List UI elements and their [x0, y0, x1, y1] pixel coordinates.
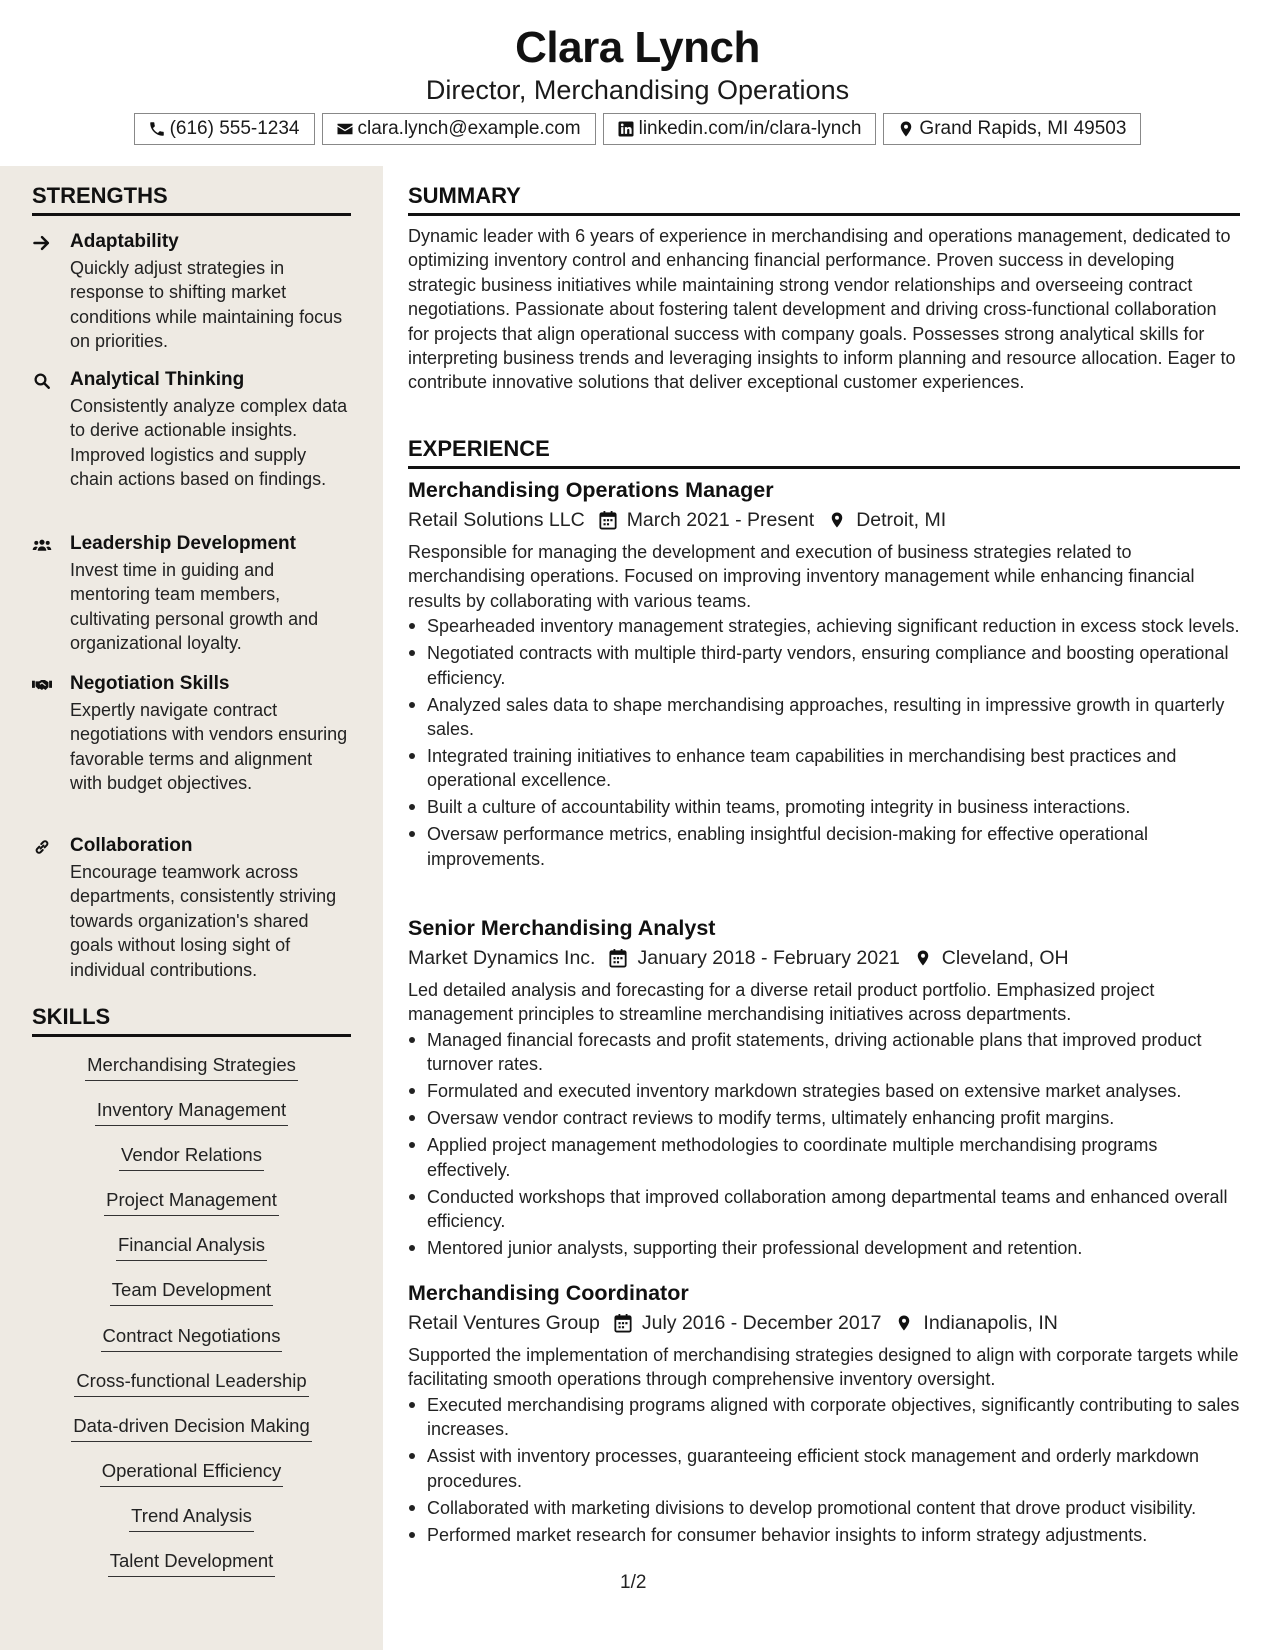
bullet-item: Integrated training initiatives to enhance team capabilities in merchandising best practices and operational excellence.: [408, 744, 1240, 793]
job-location: Indianapolis, IN: [923, 1312, 1058, 1334]
skill-item: [32, 1460, 351, 1487]
handshake-icon: [32, 675, 56, 695]
contact-phone-text: (616) 555-1234: [169, 118, 300, 139]
job-bullets: [408, 614, 1240, 871]
bullet-item: Executed merchandising programs aligned with corporate objectives, significantly contributing to sales increases.: [408, 1393, 1240, 1442]
bullet-item: Built a culture of accountability within teams, promoting integrity in business interactions.: [408, 795, 1240, 819]
candidate-name: Clara Lynch: [515, 23, 760, 72]
skill-item: [32, 1054, 351, 1081]
strength-title: Negotiation Skills: [70, 673, 230, 694]
calendar-icon: [612, 1312, 634, 1334]
skill-label: Merchandising Strategies: [85, 1054, 298, 1081]
skill-item: [32, 1144, 351, 1171]
skill-label: Cross-functional Leadership: [74, 1370, 308, 1397]
skill-item: [32, 1234, 351, 1261]
map-pin-icon: [893, 1312, 915, 1334]
bullet-item: Performed market research for consumer behavior insights to inform strategy adjustments.: [408, 1523, 1240, 1547]
job-description: Supported the implementation of merchandising strategies designed to align with corporate targets while facilitating smooth operations through comprehensive inventory oversight.: [408, 1345, 1239, 1390]
job-company: Market Dynamics Inc.: [408, 947, 596, 969]
skills-heading: SKILLS: [32, 1004, 351, 1037]
job-meta: [408, 944, 1240, 972]
contact-linkedin[interactable]: [603, 113, 877, 145]
bullet-item: Applied project management methodologies to coordinate multiple merchandising programs effectively.: [408, 1133, 1240, 1182]
strength-description: Quickly adjust strategies in response to shifting market conditions while maintaining focus on priorities.: [70, 258, 343, 352]
job-location: Detroit, MI: [856, 509, 947, 531]
resume-header: [0, 0, 1275, 166]
job-bullets: [408, 1393, 1240, 1547]
people-group-icon: [32, 535, 56, 555]
job-company: Retail Solutions LLC: [408, 509, 585, 531]
skill-label: Trend Analysis: [129, 1505, 254, 1532]
magnifier-icon: [32, 371, 56, 391]
summary-text: Dynamic leader with 6 years of experience in merchandising and operations management, dedicated to optimizing inventory control and enhancing financial performance. Proven success in developing strategic business initiatives while maintaining strong vendor relationships and overseeing contract negotiations. Passionate about fostering talent development and driving cross-functional collaboration for projects that align operational success with company goals. Possesses strong analytical skills for interpreting business trends and leveraging insights to inform planning and resource allocation. Eager to contribute innovative solutions that deliver exceptional customer experiences.: [408, 226, 1236, 393]
skill-label: Operational Efficiency: [100, 1460, 284, 1487]
contact-location: [883, 113, 1141, 145]
contact-location-text: Grand Rapids, MI 49503: [919, 118, 1127, 139]
skill-item: [32, 1505, 351, 1532]
skill-item: [32, 1550, 351, 1577]
summary-heading: SUMMARY: [408, 183, 1240, 216]
strength-description: Consistently analyze complex data to derive actionable insights. Improved logistics and supply chain actions based on findings.: [70, 396, 348, 490]
strengths-heading: STRENGTHS: [32, 183, 351, 216]
strength-title: Collaboration: [70, 835, 193, 856]
job-dates: January 2018 - February 2021: [637, 947, 900, 969]
contact-email-text: clara.lynch@example.com: [357, 118, 581, 139]
strength-title: Adaptability: [70, 231, 179, 252]
bullet-item: Negotiated contracts with multiple third-party vendors, ensuring compliance and boosting operational efficiency.: [408, 641, 1240, 690]
skill-label: Financial Analysis: [116, 1234, 267, 1261]
skill-item: [32, 1279, 351, 1306]
link-icon: [32, 837, 56, 857]
strength-description: Invest time in guiding and mentoring team members, cultivating personal growth and organizational loyalty.: [70, 560, 319, 654]
job-company: Retail Ventures Group: [408, 1312, 600, 1334]
skill-item: [32, 1325, 351, 1352]
linkedin-icon: [616, 119, 636, 139]
skill-label: Project Management: [104, 1189, 279, 1216]
map-pin-icon: [896, 119, 916, 139]
job-bullets: [408, 1028, 1240, 1261]
job-title: Senior Merchandising Analyst: [408, 916, 716, 940]
job-description: Led detailed analysis and forecasting for a diverse retail product portfolio. Emphasized project management principles to streamline merchandising initiatives across departments.: [408, 980, 1155, 1025]
job-location: Cleveland, OH: [941, 947, 1069, 969]
skill-label: Data-driven Decision Making: [71, 1415, 312, 1442]
calendar-icon: [607, 947, 629, 969]
job-title: Merchandising Coordinator: [408, 1281, 689, 1305]
page-number: 1/2: [620, 1572, 647, 1593]
job-description: Responsible for managing the development and execution of business strategies related to merchandising operations. Focused on improving inventory management while enhancing financial results by collaborating with various teams.: [408, 542, 1195, 611]
skill-item: [32, 1189, 351, 1216]
bullet-item: Assist with inventory processes, guaranteeing efficient stock management and orderly markdown procedures.: [408, 1444, 1240, 1493]
skill-item: [32, 1415, 351, 1442]
bullet-item: Analyzed sales data to shape merchandising approaches, resulting in impressive growth in quarterly sales.: [408, 693, 1240, 742]
bullet-item: Mentored junior analysts, supporting their professional development and retention.: [408, 1236, 1240, 1260]
strength-title: Leadership Development: [70, 533, 296, 554]
map-pin-icon: [912, 947, 934, 969]
contact-linkedin-text: linkedin.com/in/clara-lynch: [638, 118, 862, 139]
job-entry: [408, 914, 1240, 1263]
candidate-title: Director, Merchandising Operations: [425, 75, 850, 105]
bullet-item: Spearheaded inventory management strategies, achieving significant reduction in excess stock levels.: [408, 614, 1240, 638]
experience-heading: EXPERIENCE: [408, 436, 1240, 469]
skill-label: Inventory Management: [95, 1099, 288, 1126]
arrow-right-icon: [32, 233, 56, 253]
skill-label: Talent Development: [108, 1550, 276, 1577]
job-meta: [408, 1309, 1240, 1337]
bullet-item: Managed financial forecasts and profit statements, driving actionable plans that improved product turnover rates.: [408, 1028, 1240, 1077]
contact-bar: [0, 113, 1275, 145]
job-entry: [408, 476, 1240, 874]
strength-title: Analytical Thinking: [70, 369, 245, 390]
map-pin-icon: [826, 509, 848, 531]
skill-item: [32, 1370, 351, 1397]
contact-phone[interactable]: [134, 113, 315, 145]
bullet-item: Oversaw performance metrics, enabling insightful decision-making for effective operational improvements.: [408, 822, 1240, 871]
bullet-item: Oversaw vendor contract reviews to modify terms, ultimately enhancing profit margins.: [408, 1106, 1240, 1130]
strength-description: Expertly navigate contract negotiations with vendors ensuring favorable terms and alignment with budget objectives.: [70, 700, 348, 794]
job-meta: [408, 506, 1240, 534]
skill-label: Team Development: [110, 1279, 273, 1306]
skill-label: Contract Negotiations: [101, 1325, 283, 1352]
envelope-icon: [335, 119, 355, 139]
bullet-item: Collaborated with marketing divisions to develop promotional content that drove product visibility.: [408, 1496, 1240, 1520]
skill-item: [32, 1099, 351, 1126]
job-dates: March 2021 - Present: [626, 509, 815, 531]
strength-description: Encourage teamwork across departments, consistently striving towards organization's shared goals without losing sight of individual contributions.: [70, 862, 337, 980]
contact-email[interactable]: [322, 113, 596, 145]
phone-icon: [147, 119, 167, 139]
calendar-icon: [597, 509, 619, 531]
bullet-item: Conducted workshops that improved collaboration among departmental teams and enhanced overall efficiency.: [408, 1185, 1240, 1234]
job-title: Merchandising Operations Manager: [408, 478, 774, 502]
bullet-item: Formulated and executed inventory markdown strategies based on extensive market analyses.: [408, 1079, 1240, 1103]
job-entry: [408, 1279, 1240, 1550]
skill-label: Vendor Relations: [119, 1144, 264, 1171]
job-dates: July 2016 - December 2017: [641, 1312, 882, 1334]
